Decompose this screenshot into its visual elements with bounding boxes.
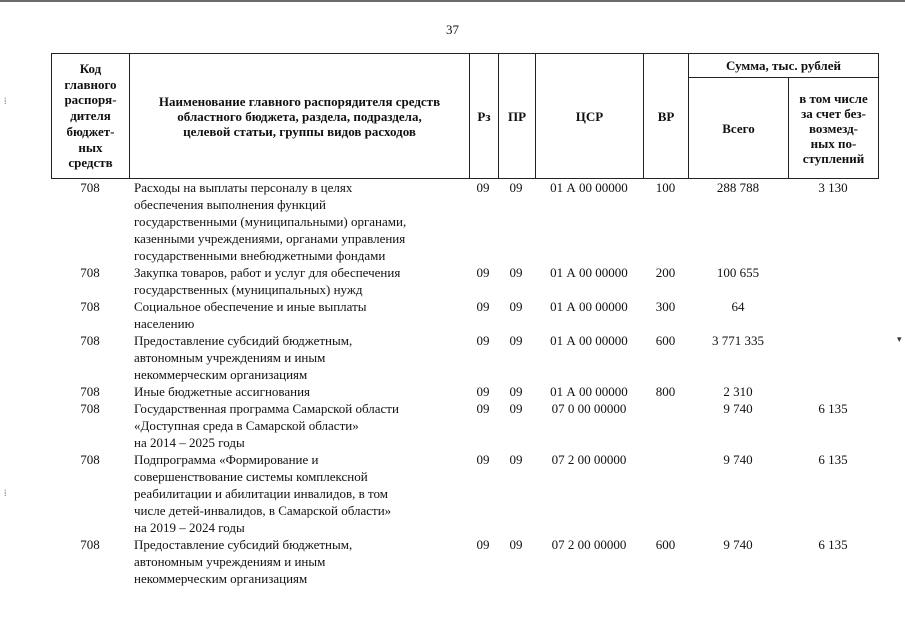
cell-rz: 09 — [476, 452, 490, 467]
table-row — [51, 179, 878, 264]
header-pr: ПР — [499, 54, 536, 179]
cell-pr: 09 — [509, 180, 523, 195]
cell-pr: 09 — [509, 265, 523, 280]
cell-incl: 3 130 — [818, 180, 848, 195]
cell-csr: 01 А 00 00000 — [550, 384, 628, 399]
scan-speck: ⁞ — [4, 96, 7, 106]
cell-vr: 600 — [655, 333, 676, 348]
cell-csr: 07 2 00 00000 — [551, 452, 627, 467]
table-row — [51, 536, 878, 587]
top-border-line — [0, 0, 905, 2]
table-body — [51, 179, 878, 587]
cell-csr: 01 А 00 00000 — [550, 333, 628, 348]
cell-code: 708 — [80, 265, 100, 280]
cell-rz: 09 — [476, 333, 490, 348]
cell-csr: 07 0 00 00000 — [551, 401, 627, 416]
table-row — [51, 400, 878, 451]
cell-csr: 01 А 00 00000 — [550, 299, 628, 314]
cell-total: 9 740 — [723, 401, 753, 416]
cell-rz: 09 — [476, 401, 490, 416]
table-row — [51, 298, 878, 332]
header-rz: Рз — [470, 54, 499, 179]
cell-incl: 6 135 — [818, 401, 848, 416]
cell-total: 100 655 — [716, 265, 760, 280]
cell-incl: 6 135 — [818, 537, 848, 552]
cell-rz: 09 — [476, 180, 490, 195]
cell-code: 708 — [80, 401, 100, 416]
cell-total: 64 — [731, 299, 745, 314]
cell-name: Иные бюджетные ассигнования — [134, 384, 311, 399]
table-row — [51, 264, 878, 298]
cell-name: Социальное обеспечение и иные выплаты населению — [134, 299, 367, 331]
cell-total: 3 771 335 — [712, 333, 764, 348]
header-csr: ЦСР — [536, 54, 644, 179]
table-row — [51, 383, 878, 400]
cell-pr: 09 — [509, 537, 523, 552]
cell-name: Государственная программа Самарской области «Доступная среда в Самарской области» на 2014 – 2025 годы — [134, 401, 399, 450]
cell-pr: 09 — [509, 299, 523, 314]
cell-code: 708 — [80, 333, 100, 348]
cell-total: 9 740 — [723, 452, 753, 467]
cell-rz: 09 — [476, 265, 490, 280]
cell-code: 708 — [80, 180, 100, 195]
cell-vr: 300 — [655, 299, 676, 314]
header-code: Код главного распоря- дителя бюджет- ных средств — [52, 54, 130, 179]
cell-name: Предоставление субсидий бюджетным, автономным учреждениям и иным некоммерческим организациям — [134, 333, 353, 382]
cell-code: 708 — [80, 537, 100, 552]
cell-name: Расходы на выплаты персоналу в целях обеспечения выполнения функций государственными (муниципальными) органами, казенными учреждениями, органами управления государственными внебюджетными фондами — [134, 180, 407, 263]
header-name: Наименование главного распорядителя средств областного бюджета, раздела, подраздела, целевой статьи, группы видов расходов — [130, 54, 470, 179]
scan-speck: ⁞ — [4, 488, 7, 498]
cell-total: 9 740 — [723, 537, 753, 552]
cell-csr: 01 А 00 00000 — [550, 265, 628, 280]
cell-csr: 07 2 00 00000 — [551, 537, 627, 552]
cell-name: Предоставление субсидий бюджетным, автономным учреждениям и иным некоммерческим организациям — [134, 537, 353, 586]
cell-pr: 09 — [509, 452, 523, 467]
cell-total: 288 788 — [716, 180, 760, 195]
table-row — [51, 451, 878, 536]
cell-vr: 800 — [655, 384, 676, 399]
cell-pr: 09 — [509, 384, 523, 399]
cell-total: 2 310 — [723, 384, 753, 399]
cell-rz: 09 — [476, 384, 490, 399]
cell-vr: 100 — [655, 180, 676, 195]
header-incl: в том числе за счет без- возмезд- ных по- ступлений — [789, 78, 879, 179]
cell-csr: 01 А 00 00000 — [550, 180, 628, 195]
cell-rz: 09 — [476, 299, 490, 314]
cell-pr: 09 — [509, 333, 523, 348]
header-vr: ВР — [644, 54, 689, 179]
header-sum: Сумма, тыс. рублей — [689, 54, 879, 78]
header-total: Всего — [689, 78, 789, 179]
table-header — [51, 53, 879, 179]
cell-vr: 200 — [655, 265, 676, 280]
cell-vr: 600 — [655, 537, 676, 552]
cell-code: 708 — [80, 384, 100, 399]
cell-name: Подпрограмма «Формирование и совершенствование системы комплексной реабилитации и абилитации инвалидов, в том числе детей-инвалидов, в Самарской области» на 2019 – 2024 годы — [134, 452, 392, 535]
cell-incl: 6 135 — [818, 452, 848, 467]
cell-pr: 09 — [509, 401, 523, 416]
table-row — [51, 332, 878, 383]
cell-name: Закупка товаров, работ и услуг для обеспечения государственных (муниципальных) нужд — [134, 265, 401, 297]
cell-code: 708 — [80, 452, 100, 467]
scan-speck: ▾ — [897, 334, 902, 344]
page-number: 37 — [446, 22, 459, 37]
cell-rz: 09 — [476, 537, 490, 552]
cell-code: 708 — [80, 299, 100, 314]
